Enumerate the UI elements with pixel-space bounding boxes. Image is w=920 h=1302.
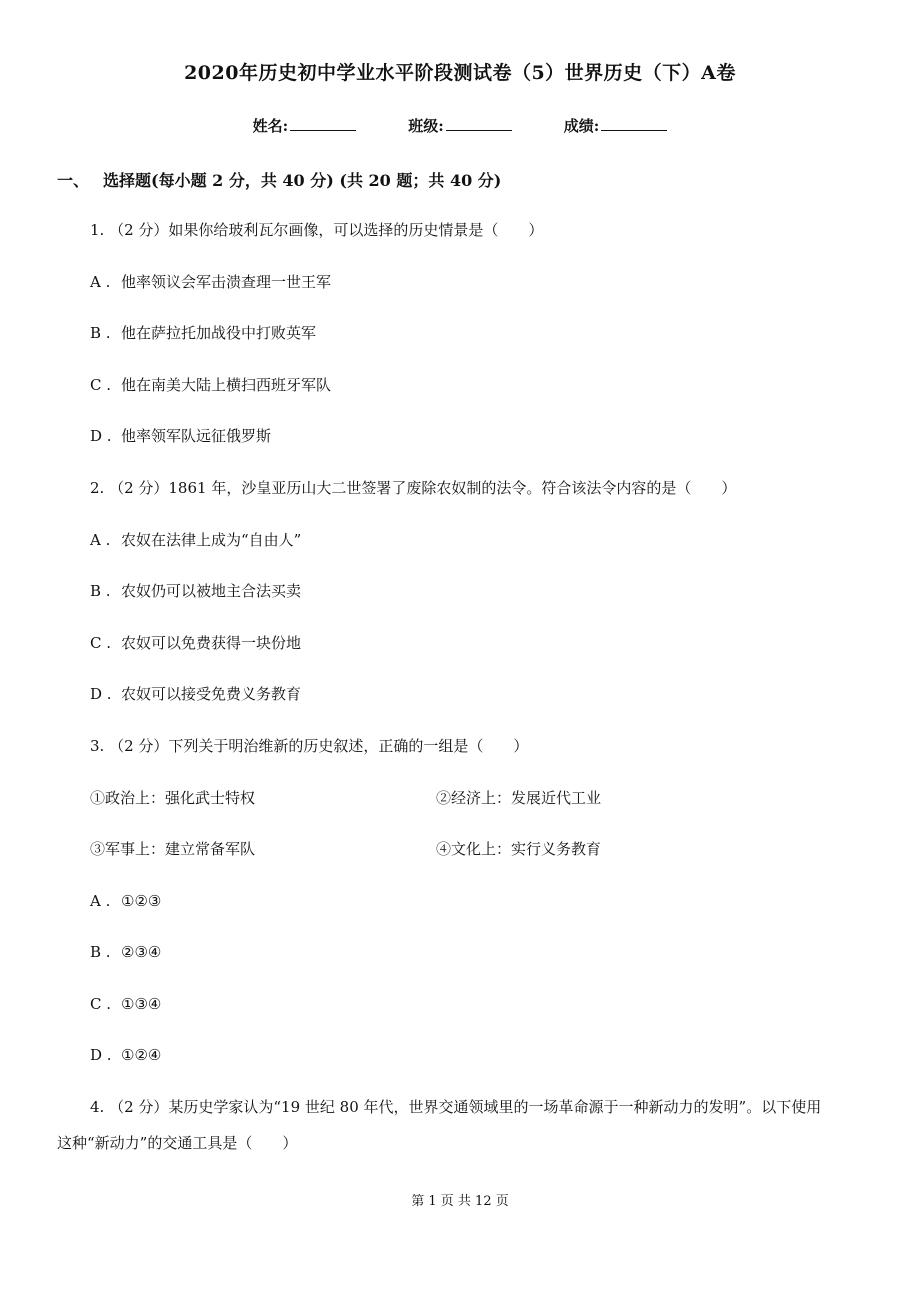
option-letter: A . [90, 273, 111, 291]
question-2-stem: 2. （2 分）1861 年，沙皇亚历山大二世签署了废除农奴制的法令。符合该法令内容的是（ ） [90, 479, 737, 497]
class-blank[interactable] [446, 115, 512, 131]
option-text: 农奴可以免费获得一块份地 [121, 634, 302, 652]
question-3-option-a[interactable] [90, 891, 161, 911]
name-label: 姓名: [252, 117, 289, 135]
section-title: 选择题(每小题 2 分，共 40 分) (共 20 题；共 40 分) [103, 171, 502, 190]
score-label: 成绩: [563, 117, 600, 135]
option-letter: C . [90, 634, 112, 652]
question-1-option-d[interactable] [90, 426, 271, 446]
option-text: 农奴可以接受免费义务教育 [121, 685, 302, 703]
question-2-option-a[interactable] [90, 530, 301, 550]
question-2-option-d[interactable] [90, 684, 301, 704]
question-3-option-b[interactable] [90, 942, 161, 962]
question-1-option-c[interactable] [90, 375, 331, 395]
question-3-stem: 3. （2 分）下列关于明治维新的历史叙述，正确的一组是（ ） [90, 737, 529, 755]
page-title: 2020年历史初中学业水平阶段测试卷（5）世界历史（下）A卷 [184, 62, 736, 84]
question-1-stem: 1. （2 分）如果你给玻利瓦尔画像，可以选择的历史情景是（ ） [90, 221, 544, 239]
option-letter: B . [90, 324, 111, 342]
option-text: 农奴仍可以被地主合法买卖 [121, 582, 302, 600]
option-letter: D . [90, 685, 112, 703]
question-3-statement-2: ②经济上：发展近代工业 [436, 789, 602, 807]
option-letter: A . [90, 531, 111, 549]
question-4-stem-continued: 这种“新动力”的交通工具是（ ） [57, 1134, 298, 1152]
option-letter: C . [90, 376, 112, 394]
option-text: ①③④ [121, 995, 162, 1013]
option-text: ①②③ [121, 892, 162, 910]
option-letter: B . [90, 582, 111, 600]
question-3-statement-1: ①政治上：强化武士特权 [90, 789, 256, 807]
option-text: 他率领议会军击溃查理一世王军 [121, 273, 332, 291]
class-field [408, 115, 512, 136]
section-number: 一、 [57, 171, 90, 190]
question-3-statement-3: ③军事上：建立常备军队 [90, 840, 256, 858]
option-letter: B . [90, 943, 111, 961]
question-1-option-a[interactable] [90, 272, 331, 292]
option-text: 农奴在法律上成为“自由人” [121, 531, 302, 549]
option-text: ②③④ [121, 943, 162, 961]
student-info-row [0, 115, 920, 136]
option-text: 他率领军队远征俄罗斯 [121, 427, 272, 445]
question-3-statement-4: ④文化上：实行义务教育 [436, 840, 602, 858]
score-field [564, 115, 668, 136]
section-heading [57, 168, 501, 191]
name-field [253, 115, 357, 136]
option-letter: D . [90, 1046, 112, 1064]
score-blank[interactable] [601, 115, 667, 131]
class-label: 班级: [408, 117, 444, 135]
question-2-option-c[interactable] [90, 633, 301, 653]
question-2-option-b[interactable] [90, 581, 301, 601]
question-3-option-c[interactable] [90, 994, 161, 1014]
page-number: 第 1 页 共 12 页 [411, 1194, 509, 1209]
option-text: 他在萨拉托加战役中打败英军 [121, 324, 317, 342]
option-text: 他在南美大陆上横扫西班牙军队 [121, 376, 332, 394]
question-1-option-b[interactable] [90, 323, 316, 343]
option-letter: D . [90, 427, 112, 445]
name-blank[interactable] [290, 115, 356, 131]
question-4-stem: 4. （2 分）某历史学家认为“19 世纪 80 年代，世界交通领域里的一场革命源于一种新动力的发明”。以下使用 [90, 1098, 822, 1116]
option-letter: A . [90, 892, 111, 910]
question-3-option-d[interactable] [90, 1045, 161, 1065]
option-letter: C . [90, 995, 112, 1013]
option-text: ①②④ [121, 1046, 162, 1064]
